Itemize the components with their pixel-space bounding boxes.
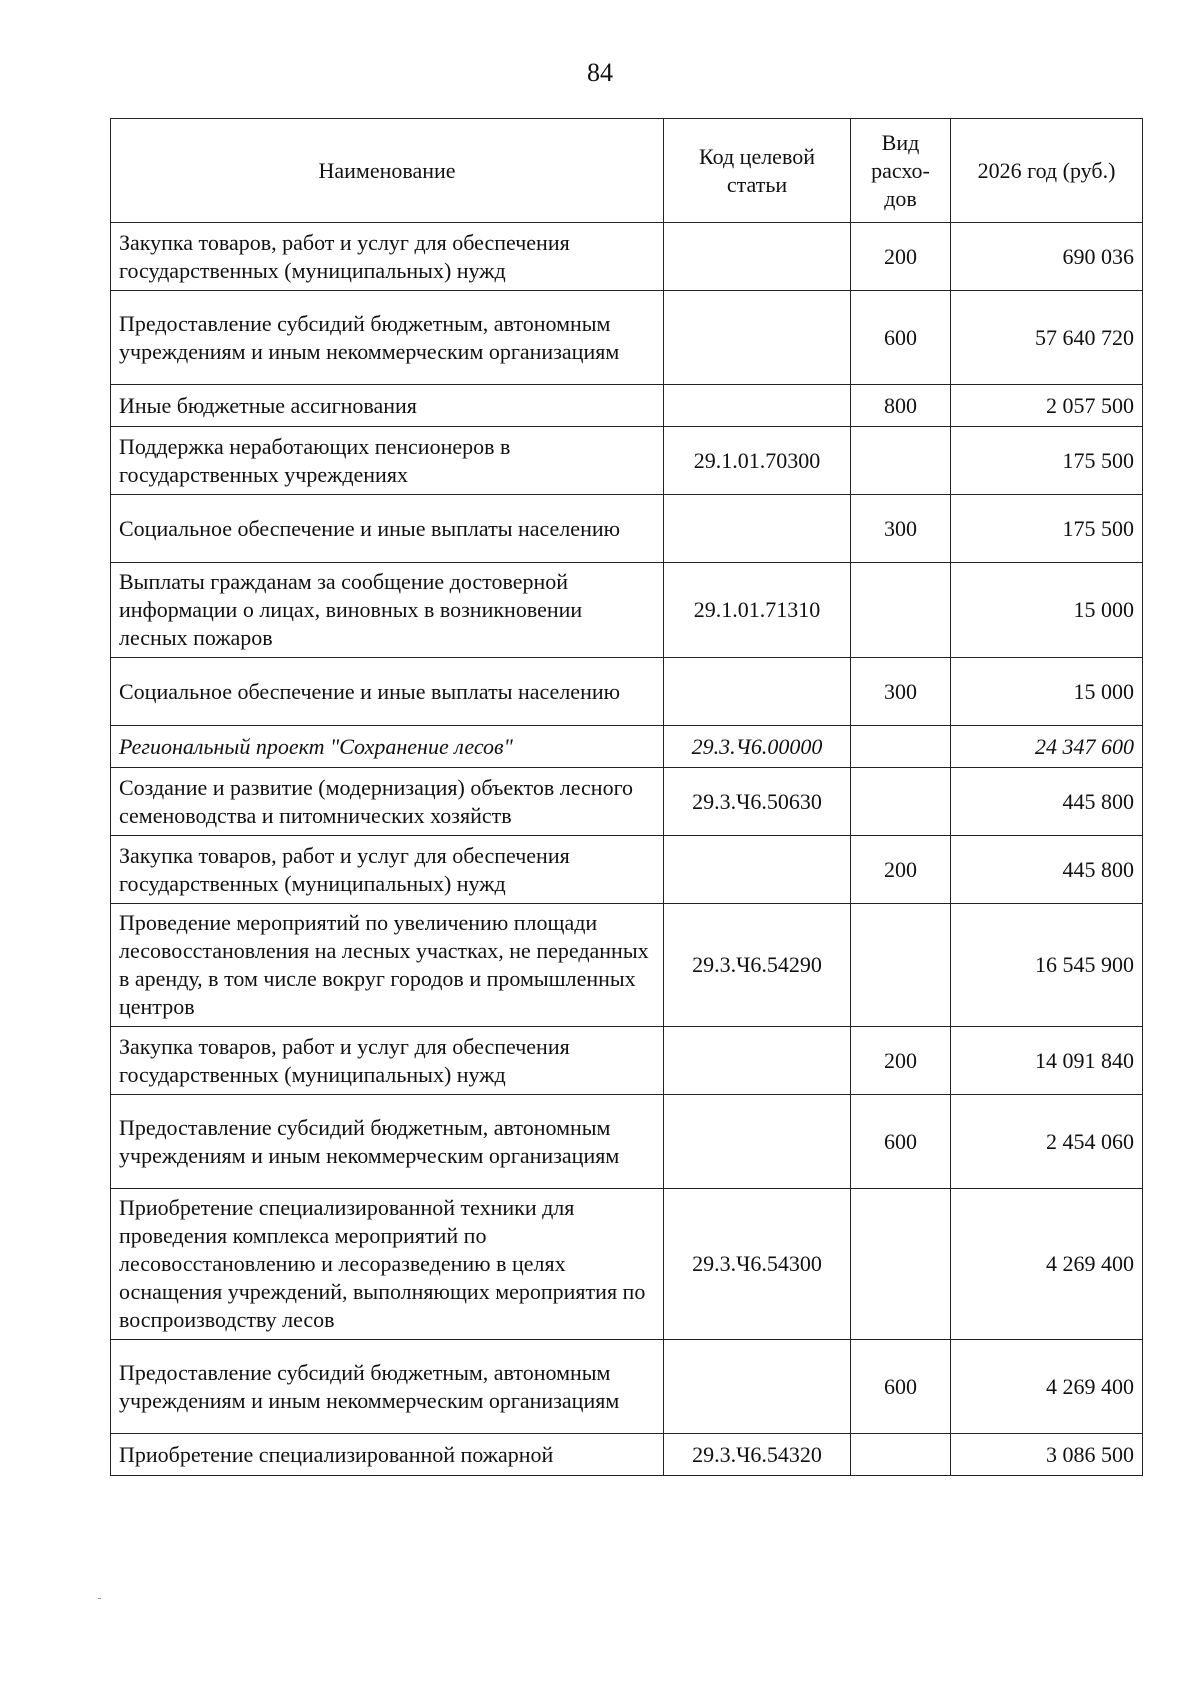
row-amount-cell: 445 800: [951, 836, 1143, 904]
table-row: [111, 1434, 1143, 1476]
row-name-cell: Выплаты гражданам за сообщение достоверной информации о лицах, виновных в возникновении лесных пожаров: [111, 563, 664, 658]
table-row: [111, 427, 1143, 495]
row-code-cell: [664, 1340, 851, 1434]
row-amount-cell: 175 500: [951, 427, 1143, 495]
page-number: 84: [587, 58, 613, 87]
row-name-cell: Приобретение специализированной пожарной: [111, 1434, 664, 1476]
row-name-cell: Иные бюджетные ассигнования: [111, 385, 664, 427]
row-amount-cell: 15 000: [951, 658, 1143, 726]
row-amount-cell: 175 500: [951, 495, 1143, 563]
table-row: [111, 1189, 1143, 1340]
row-code-cell: 29.3.Ч6.50630: [664, 768, 851, 836]
row-code-cell: 29.1.01.70300: [664, 427, 851, 495]
row-code-cell: 29.1.01.71310: [664, 563, 851, 658]
row-name-cell: Социальное обеспечение и иные выплаты населению: [111, 495, 664, 563]
row-amount-cell: 4 269 400: [951, 1189, 1143, 1340]
row-name-cell: Предоставление субсидий бюджетным, автономным учреждениям и иным некоммерческим организациям: [111, 1340, 664, 1434]
table-row: [111, 768, 1143, 836]
budget-table: [110, 118, 1143, 1476]
header-vid: Вид расхо-дов: [851, 119, 951, 223]
row-amount-cell: 15 000: [951, 563, 1143, 658]
table-row: [111, 223, 1143, 291]
header-amount: 2026 год (руб.): [951, 119, 1143, 223]
row-code-cell: [664, 658, 851, 726]
row-code-cell: [664, 223, 851, 291]
row-vid-cell: [851, 726, 951, 768]
row-name-cell: Закупка товаров, работ и услуг для обеспечения государственных (муниципальных) нужд: [111, 836, 664, 904]
row-code-cell: [664, 495, 851, 563]
row-amount-cell: 3 086 500: [951, 1434, 1143, 1476]
table-row: [111, 563, 1143, 658]
row-name-cell: Социальное обеспечение и иные выплаты населению: [111, 658, 664, 726]
header-row: [111, 119, 1143, 223]
row-name-cell: Проведение мероприятий по увеличению площади лесовосстановления на лесных участках, не переданных в аренду, в том числе вокруг городов и промышленных центров: [111, 904, 664, 1027]
table-header: [111, 119, 1143, 223]
row-name-cell: Предоставление субсидий бюджетным, автономным учреждениям и иным некоммерческим организациям: [111, 291, 664, 385]
row-vid-cell: [851, 904, 951, 1027]
row-vid-cell: [851, 768, 951, 836]
row-vid-cell: 600: [851, 291, 951, 385]
row-name-cell: Предоставление субсидий бюджетным, автономным учреждениям и иным некоммерческим организациям: [111, 1095, 664, 1189]
table-row: [111, 904, 1143, 1027]
header-code: Код целевой статьи: [664, 119, 851, 223]
row-vid-cell: 300: [851, 495, 951, 563]
row-code-cell: [664, 836, 851, 904]
row-code-cell: [664, 1027, 851, 1095]
table-body: [111, 223, 1143, 1476]
row-vid-cell: 600: [851, 1340, 951, 1434]
row-vid-cell: 200: [851, 223, 951, 291]
row-vid-cell: [851, 1434, 951, 1476]
row-amount-cell: 2 454 060: [951, 1095, 1143, 1189]
row-vid-cell: 800: [851, 385, 951, 427]
row-code-cell: [664, 385, 851, 427]
row-code-cell: [664, 291, 851, 385]
row-code-cell: 29.3.Ч6.00000: [664, 726, 851, 768]
table-row: [111, 836, 1143, 904]
row-name-cell: Закупка товаров, работ и услуг для обеспечения государственных (муниципальных) нужд: [111, 1027, 664, 1095]
table-row: [111, 385, 1143, 427]
row-vid-cell: [851, 427, 951, 495]
row-vid-cell: 200: [851, 1027, 951, 1095]
row-name-cell: Создание и развитие (модернизация) объектов лесного семеноводства и питомнических хозяйств: [111, 768, 664, 836]
row-amount-cell: 14 091 840: [951, 1027, 1143, 1095]
row-code-cell: 29.3.Ч6.54300: [664, 1189, 851, 1340]
row-amount-cell: 24 347 600: [951, 726, 1143, 768]
row-name-cell: Закупка товаров, работ и услуг для обеспечения государственных (муниципальных) нужд: [111, 223, 664, 291]
scan-mark: [98, 1598, 101, 1599]
row-vid-cell: 600: [851, 1095, 951, 1189]
row-amount-cell: 445 800: [951, 768, 1143, 836]
row-amount-cell: 57 640 720: [951, 291, 1143, 385]
row-amount-cell: 690 036: [951, 223, 1143, 291]
row-vid-cell: 200: [851, 836, 951, 904]
table-row: [111, 291, 1143, 385]
table-row: [111, 1027, 1143, 1095]
table-row: [111, 495, 1143, 563]
header-name: Наименование: [111, 119, 664, 223]
row-vid-cell: 300: [851, 658, 951, 726]
row-vid-cell: [851, 563, 951, 658]
row-vid-cell: [851, 1189, 951, 1340]
row-amount-cell: 16 545 900: [951, 904, 1143, 1027]
row-code-cell: [664, 1095, 851, 1189]
row-name-cell: Региональный проект "Сохранение лесов": [111, 726, 664, 768]
table-row: [111, 658, 1143, 726]
row-name-cell: Поддержка неработающих пенсионеров в государственных учреждениях: [111, 427, 664, 495]
row-code-cell: 29.3.Ч6.54320: [664, 1434, 851, 1476]
table-row: [111, 1340, 1143, 1434]
row-amount-cell: 4 269 400: [951, 1340, 1143, 1434]
row-name-cell: Приобретение специализированной техники для проведения комплекса мероприятий по лесовосстановлению и лесоразведению в целях оснащения учреждений, выполняющих мероприятия по воспроизводству лесов: [111, 1189, 664, 1340]
table-row: [111, 1095, 1143, 1189]
row-amount-cell: 2 057 500: [951, 385, 1143, 427]
row-code-cell: 29.3.Ч6.54290: [664, 904, 851, 1027]
table-row: [111, 726, 1143, 768]
